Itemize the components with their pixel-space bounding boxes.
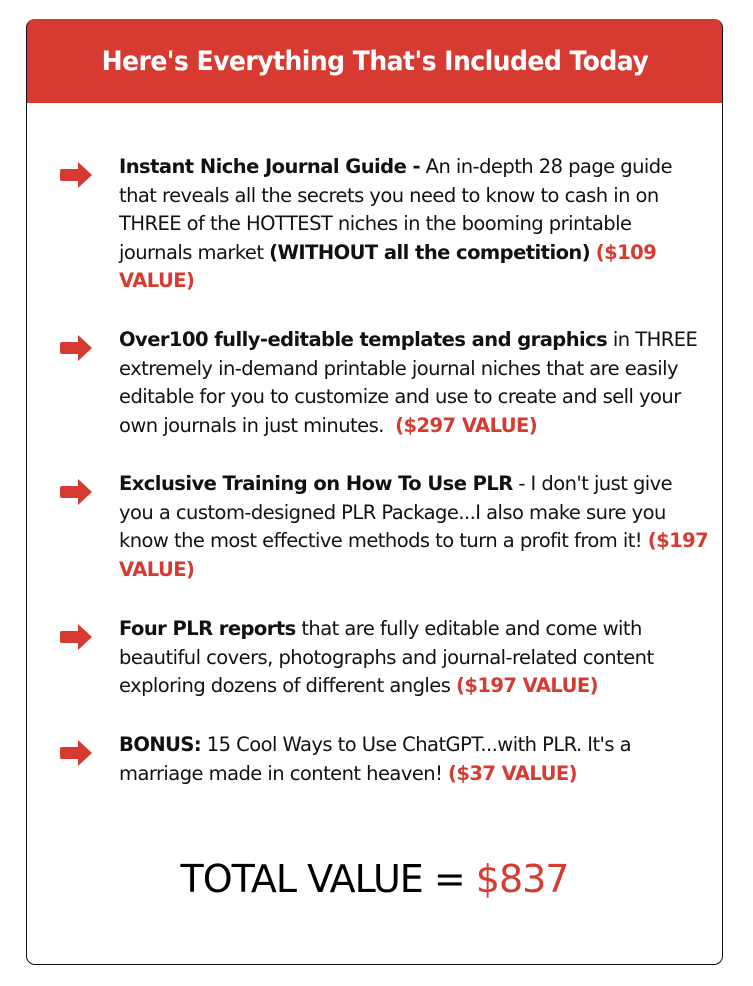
item-body: in THREE extremely in-demand printable journal niches that are easily editable for you to customize and use to create and sell your own journals in just minutes.: [119, 328, 703, 437]
item-value: ($197 VALUE): [119, 529, 709, 581]
item-description: [119, 731, 709, 788]
item-body: 15 Cool Ways to Use ChatGPT...with PLR. It's a marriage made in content heaven!: [119, 733, 632, 785]
item-value: ($37 VALUE): [448, 761, 578, 785]
total-amount: $837: [475, 857, 569, 901]
item-title: Instant Niche Journal Guide -: [119, 155, 421, 178]
arrow-right-icon: [59, 739, 93, 767]
item-description: [119, 153, 709, 296]
arrow-right-icon: [59, 334, 93, 362]
item-value: ($197 VALUE): [455, 674, 598, 697]
item-title: Four PLR reports: [119, 617, 296, 640]
total-label: TOTAL VALUE =: [180, 857, 476, 901]
card-header: [26, 19, 723, 103]
item-title: Exclusive Training on How To Use PLR: [119, 472, 513, 495]
item-body: - I don't just give you a custom-designed PLR Package...I also make sure you know the most effective methods to turn a profit from it!: [119, 472, 673, 552]
card-title: Here's Everything That's Included Today: [101, 45, 648, 77]
arrow-right-icon: [59, 623, 93, 651]
offer-card: [26, 19, 723, 965]
item-bold-tail: (WITHOUT all the competition): [269, 240, 591, 264]
item-value: ($109 VALUE): [119, 240, 657, 292]
item-description: [119, 615, 709, 701]
total-value: [26, 857, 723, 901]
item-description: [119, 470, 709, 584]
item-description: [119, 326, 709, 440]
item-body: An in-depth 28 page guide that reveals all the secrets you need to know to cash in on THREE of the HOTTEST niches in the booming printable journals market: [119, 155, 673, 264]
arrow-right-icon: [59, 161, 93, 189]
arrow-right-icon: [59, 478, 93, 506]
item-title: Over100 fully-editable templates and graphics: [119, 328, 608, 351]
item-value: ($297 VALUE): [395, 413, 538, 437]
item-body: that are fully editable and come with beautiful covers, photographs and journal-related content exploring dozens of different angles: [119, 617, 654, 697]
item-title: BONUS:: [119, 733, 202, 756]
